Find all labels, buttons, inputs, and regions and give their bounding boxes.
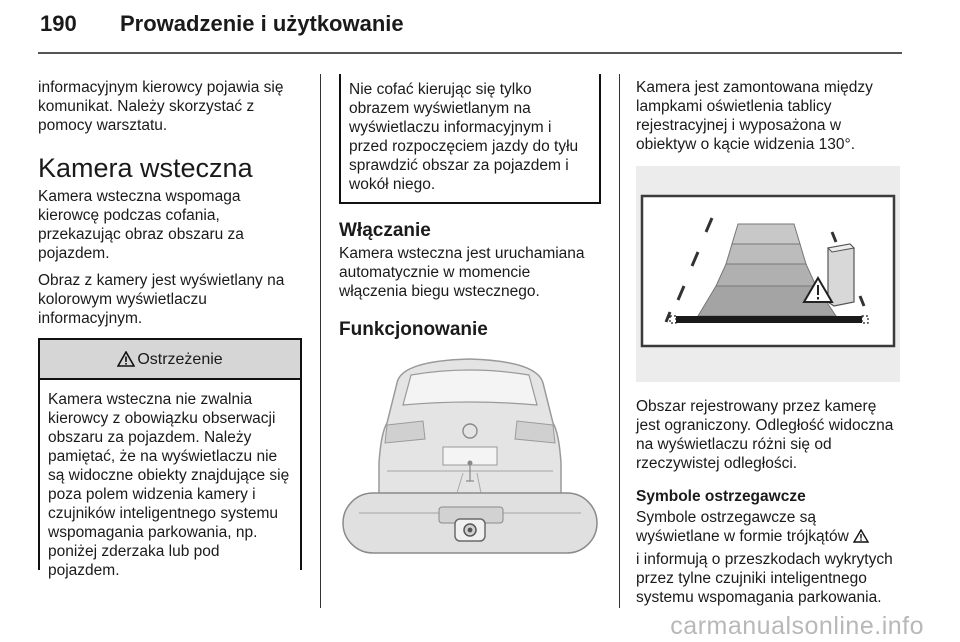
paragraph-text: Symbole ostrzegawcze są wyświetlane w formie trójkątów bbox=[636, 509, 849, 545]
note-box bbox=[339, 74, 601, 204]
note-text: Nie cofać kierując się tylko obrazem wyświetlanym na wyświetlaczu informacyjnym i przed rozpoczęciem jazdy do tyłu sprawdzić obszar za pojazdem i wokół niego. bbox=[349, 81, 579, 193]
section-heading: Włączanie bbox=[339, 220, 431, 241]
paragraph: Kamera wsteczna wspomaga kierowcę podczas cofania, przekazując obraz obszaru za pojazdem. bbox=[38, 188, 244, 262]
page-number: 190 bbox=[40, 11, 77, 36]
car-rear-camera-illustration bbox=[339, 353, 601, 565]
warning-text: Kamera wsteczna nie zwalnia kierowcy z obowiązku obserwacji obszaru za pojazdem. Należy pamiętać, że na wyświetlaczu nie są widoczne obiekty znajdujące się poza polem widzenia kamery i czujników inteligentnego systemu wspomagania parkowania, np. poniżej zderzaka lub pod pojazdem. bbox=[48, 391, 290, 579]
column-right bbox=[636, 78, 902, 615]
warning-box bbox=[38, 338, 302, 579]
warning-title: Ostrzeżenie bbox=[137, 350, 223, 368]
section-heading: Kamera wsteczna bbox=[38, 153, 253, 183]
column-divider bbox=[320, 74, 321, 608]
column-left bbox=[38, 78, 302, 579]
paragraph: Obraz z kamery jest wyświetlany na kolorowym wyświetlaczu informacyjnym. bbox=[38, 272, 285, 327]
page-title: Prowadzenie i użytkowanie bbox=[120, 11, 404, 36]
camera-display-illustration bbox=[636, 166, 900, 382]
paragraph bbox=[636, 508, 902, 546]
paragraph: i informują o przeszkodach wykrytych przez tylne czujniki inteligentnego systemu wspomagania parkowania. bbox=[636, 551, 893, 606]
warning-triangle-icon bbox=[117, 351, 135, 367]
section-heading: Funkcjonowanie bbox=[339, 319, 488, 340]
paragraph: Kamera wsteczna jest uruchamiana automatycznie w momencie włączenia biegu wstecznego. bbox=[339, 245, 585, 300]
column-divider bbox=[619, 74, 620, 608]
subsection-heading: Symbole ostrzegawcze bbox=[636, 488, 806, 505]
warning-header bbox=[40, 338, 300, 380]
column-middle bbox=[339, 74, 601, 570]
header-divider bbox=[38, 52, 902, 54]
intro-paragraph: informacyjnym kierowcy pojawia się komunikat. Należy skorzystać z pomocy warsztatu. bbox=[38, 79, 284, 134]
paragraph: Obszar rejestrowany przez kamerę jest ograniczony. Odległość widoczna na wyświetlaczu różni się od rzeczywistej odległości. bbox=[636, 398, 894, 472]
paragraph: Kamera jest zamontowana między lampkami oświetlenia tablicy rejestracyjnej i wyposażona w obiektyw o kącie widzenia 130°. bbox=[636, 79, 873, 153]
warning-triangle-icon bbox=[853, 529, 869, 543]
watermark: carmanualsonline.info bbox=[670, 612, 924, 640]
